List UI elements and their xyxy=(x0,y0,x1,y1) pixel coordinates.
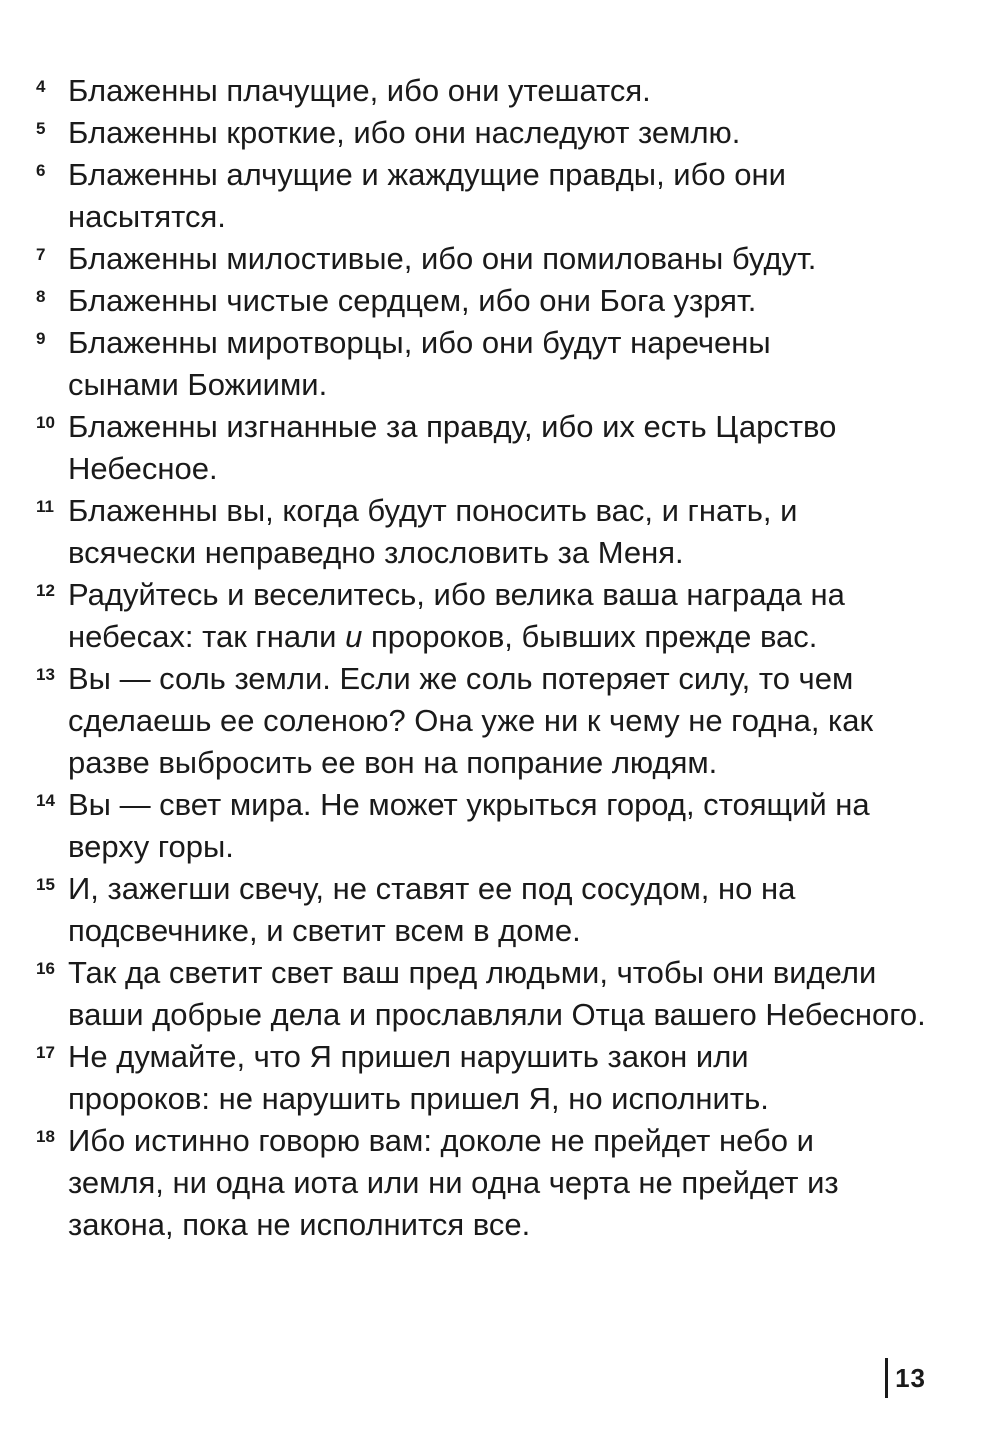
verse-7 xyxy=(30,238,930,280)
page-number-rule xyxy=(885,1358,888,1398)
verse-17 xyxy=(30,1036,868,1120)
verse-text: Блаженны вы, когда будут поносить вас, и гнать, и всячески неправедно злословить за Меня. xyxy=(68,493,798,570)
verse-number: 11 xyxy=(36,497,54,516)
verse-15 xyxy=(30,868,898,952)
verse-number: 8 xyxy=(36,287,46,306)
verse-number: 17 xyxy=(36,1043,55,1062)
verse-number: 13 xyxy=(36,665,55,684)
verse-9 xyxy=(30,322,848,406)
verse-10 xyxy=(30,406,928,490)
verse-11 xyxy=(30,490,858,574)
verse-number: 9 xyxy=(36,329,46,348)
verse-number: 16 xyxy=(36,959,55,978)
verse-text: Блаженны миротворцы, ибо они будут наречены сынами Божиими. xyxy=(68,325,771,402)
verse-13 xyxy=(30,658,948,784)
verse-text: Блаженны изгнанные за правду, ибо их есть Царство Небесное. xyxy=(68,409,837,486)
verse-number: 18 xyxy=(36,1127,55,1146)
verse-text-italic: и xyxy=(345,619,363,654)
verse-text: Блаженны плачущие, ибо они утешатся. xyxy=(68,73,651,108)
verse-list xyxy=(30,70,930,1246)
verse-number: 15 xyxy=(36,875,55,894)
verse-text xyxy=(68,577,845,654)
verse-number: 14 xyxy=(36,791,55,810)
verse-16 xyxy=(30,952,948,1036)
page-footer xyxy=(885,1358,926,1398)
verse-text: Блаженны алчущие и жаждущие правды, ибо они насытятся. xyxy=(68,157,786,234)
verse-number: 7 xyxy=(36,245,46,264)
verse-text: Блаженны милостивые, ибо они помилованы будут. xyxy=(68,241,817,276)
verse-number: 4 xyxy=(36,77,46,96)
verse-number: 6 xyxy=(36,161,46,180)
verse-8 xyxy=(30,280,930,322)
verse-number: 12 xyxy=(36,581,55,600)
verse-18 xyxy=(30,1120,918,1246)
page-number: 13 xyxy=(895,1362,926,1393)
verse-text-part: пророков, бывших прежде вас. xyxy=(362,619,818,654)
verse-12 xyxy=(30,574,948,658)
verse-text: И, зажегши свечу, не ставят ее под сосудом, но на подсвечнике, и светит всем в доме. xyxy=(68,871,796,948)
verse-14 xyxy=(30,784,918,868)
verse-text: Так да светит свет ваш пред людьми, чтобы они видели ваши добрые дела и прославляли Отца вашего Небесного. xyxy=(68,955,926,1032)
verse-text: Блаженны кроткие, ибо они наследуют землю. xyxy=(68,115,741,150)
verse-text: Ибо истинно говорю вам: доколе не прейдет небо и земля, ни одна иота или ни одна черта не прейдет из закона, пока не исполнится все. xyxy=(68,1123,839,1242)
verse-5 xyxy=(30,112,930,154)
verse-text: Не думайте, что Я пришел нарушить закон или пророков: не нарушить пришел Я, но исполнить. xyxy=(68,1039,769,1116)
verse-6 xyxy=(30,154,848,238)
verse-text: Блаженны чистые сердцем, ибо они Бога узрят. xyxy=(68,283,757,318)
verse-number: 10 xyxy=(36,413,55,432)
verse-text: Вы — свет мира. Не может укрыться город, стоящий на верху горы. xyxy=(68,787,870,864)
verse-text-part: Радуйтесь и веселитесь, ибо велика ваша награда на небесах: так гнали xyxy=(68,577,845,654)
verse-number: 5 xyxy=(36,119,46,138)
verse-4 xyxy=(30,70,930,112)
verse-text: Вы — соль земли. Если же соль потеряет силу, то чем сделаешь ее соленою? Она уже ни к чему не годна, как разве выбросить ее вон на попрание людям. xyxy=(68,661,874,780)
